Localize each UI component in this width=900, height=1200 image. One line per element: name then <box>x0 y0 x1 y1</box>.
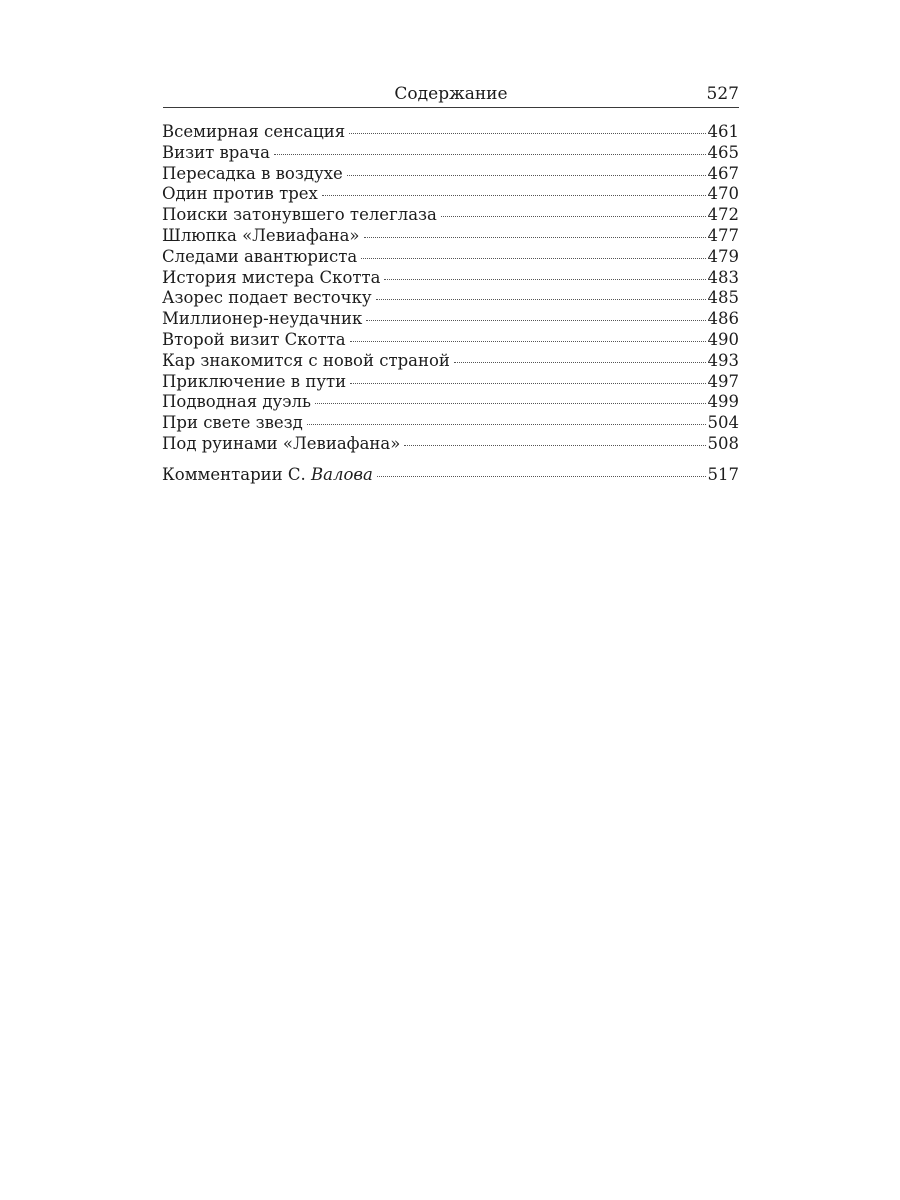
dot-leader <box>366 319 705 321</box>
toc-entry-title: Всемирная сенсация <box>162 122 346 141</box>
dot-leader <box>315 402 706 404</box>
toc-entry[interactable] <box>162 413 739 434</box>
toc-entry-page: 497 <box>707 371 739 391</box>
toc-entry-page: 499 <box>707 392 739 412</box>
toc-entry[interactable] <box>162 184 739 205</box>
toc-entry-page: 470 <box>707 184 739 204</box>
toc-entry-page: 485 <box>707 288 739 308</box>
toc-entry-page: 483 <box>707 267 739 287</box>
header-rule <box>163 107 739 108</box>
commentary-author: Валова <box>311 464 373 484</box>
dot-leader <box>404 444 705 446</box>
dot-leader <box>347 174 706 176</box>
toc-entry-page: 465 <box>707 142 739 162</box>
toc-entry[interactable] <box>162 309 739 330</box>
toc-entry-title: Один против трех <box>162 184 318 204</box>
table-of-contents <box>162 122 739 486</box>
toc-entry[interactable] <box>162 164 739 185</box>
toc-entry-title: История мистера Скотта <box>162 267 381 287</box>
toc-entry-title: Кар знакомится с новой страной <box>162 350 450 370</box>
toc-entry-title: Приключение в пути <box>162 371 347 391</box>
commentary-prefix: Комментарии С. <box>162 464 312 484</box>
toc-entry-title: Миллионер-неудачник <box>162 309 363 329</box>
dot-leader <box>364 236 706 238</box>
toc-entry-title: При свете звезд <box>162 413 303 433</box>
toc-entry[interactable] <box>162 143 739 164</box>
toc-entry-title: Следами авантюриста <box>162 246 358 266</box>
toc-entry-page: 517 <box>707 464 739 484</box>
toc-entry[interactable] <box>162 205 739 226</box>
toc-entry[interactable] <box>162 434 739 455</box>
toc-entry-title: Пересадка в воздухе <box>162 163 343 183</box>
toc-entry-title: Азорес подает весточку <box>162 288 372 308</box>
toc-entry-page: 490 <box>707 329 739 349</box>
toc-entry-title: Под руинами «Левиафана» <box>162 433 401 453</box>
toc-entry-title: Визит врача <box>162 142 270 162</box>
dot-leader <box>441 215 706 217</box>
dot-leader <box>454 361 706 363</box>
dot-leader <box>350 340 706 342</box>
toc-entry[interactable] <box>162 122 739 143</box>
toc-entry-commentary[interactable] <box>162 465 739 486</box>
dot-leader <box>274 153 706 155</box>
dot-leader <box>384 278 705 280</box>
toc-entry-page: 479 <box>707 246 739 266</box>
toc-entry[interactable] <box>162 268 739 289</box>
dot-leader <box>377 475 706 477</box>
toc-entry-title <box>162 465 373 486</box>
dot-leader <box>307 423 706 425</box>
toc-entry-page: 493 <box>707 350 739 370</box>
toc-entry-page: 486 <box>707 309 739 329</box>
page-title: Содержание <box>394 84 508 104</box>
running-head <box>163 82 739 106</box>
toc-entry[interactable] <box>162 288 739 309</box>
page-number: 527 <box>706 84 739 104</box>
toc-entry-title: Второй визит Скотта <box>162 329 346 349</box>
dot-leader <box>376 298 706 300</box>
toc-entry-page: 477 <box>707 225 739 245</box>
toc-entry-title: Поиски затонувшего телеглаза <box>162 205 437 225</box>
toc-entry[interactable] <box>162 330 739 351</box>
dot-leader <box>350 382 705 384</box>
toc-entry-page: 461 <box>707 122 739 141</box>
toc-entry[interactable] <box>162 392 739 413</box>
toc-entry-page: 508 <box>707 433 739 453</box>
dot-leader <box>322 194 706 196</box>
toc-entry-page: 472 <box>707 205 739 225</box>
toc-entry[interactable] <box>162 372 739 393</box>
toc-entry-page: 504 <box>707 413 739 433</box>
dot-leader <box>349 132 705 134</box>
toc-entry[interactable] <box>162 247 739 268</box>
dot-leader <box>361 257 705 259</box>
toc-entry[interactable] <box>162 226 739 247</box>
toc-entry[interactable] <box>162 351 739 372</box>
toc-entry-title: Шлюпка «Левиафана» <box>162 225 360 245</box>
toc-entry-title: Подводная дуэль <box>162 392 311 412</box>
toc-entry-page: 467 <box>707 163 739 183</box>
